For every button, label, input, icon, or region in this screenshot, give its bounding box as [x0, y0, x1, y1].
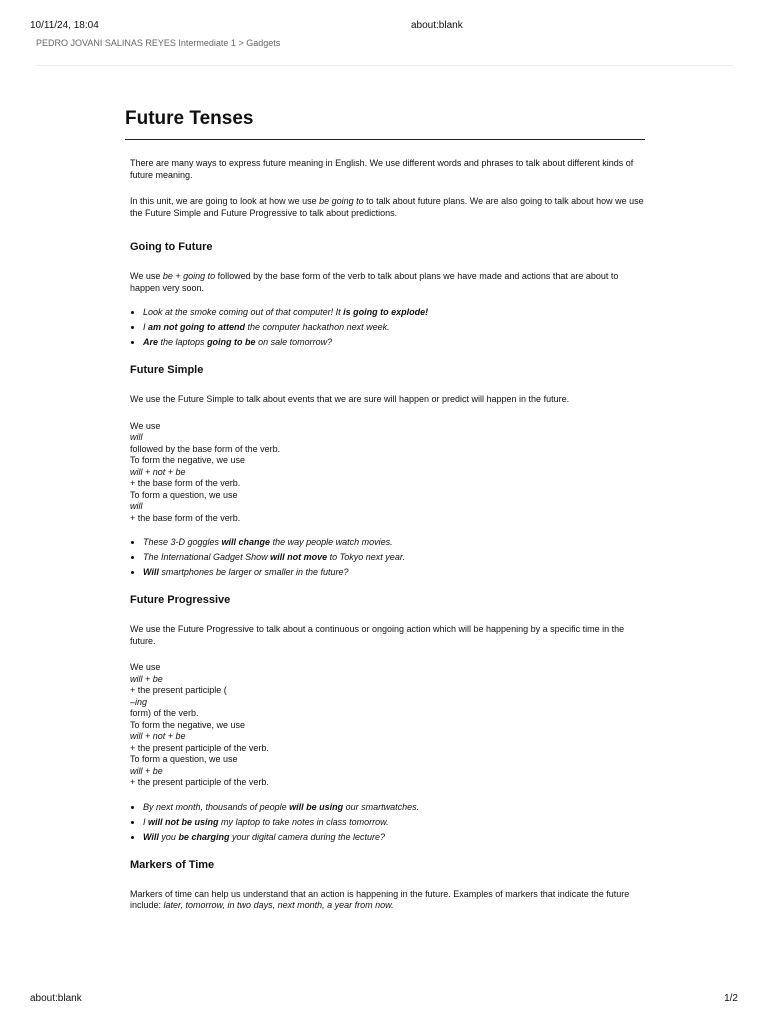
text-run: smartphones be larger or smaller in the future? [158, 567, 349, 577]
rule-line [130, 421, 645, 456]
example-item [143, 800, 645, 815]
text-run: to Tokyo next year. [327, 552, 405, 562]
emphasis-text: Are [143, 337, 159, 347]
breadcrumb-student[interactable]: PEDRO JOVANI SALINAS REYES [36, 38, 176, 48]
text-run: To form the negative, we use [130, 455, 246, 465]
print-url: about:blank [411, 20, 463, 31]
text-run: To form a question, we use [130, 489, 238, 500]
section-paragraph: We use the Future Simple to talk about events that we are sure will happen or predict will happen in the future. [130, 394, 570, 404]
rule-line [130, 720, 645, 755]
text-run: your digital camera during the lecture? [229, 831, 386, 842]
text-run: By next month, thousands of people [143, 801, 290, 812]
rule-line [130, 662, 645, 720]
italic-text: will [130, 501, 143, 511]
page-number: 1/2 [724, 993, 738, 1004]
example-item [143, 550, 645, 565]
emphasis-text: going to be [207, 337, 256, 347]
emphasis-text: will not be using [148, 816, 219, 827]
emphasis-text: be charging [178, 831, 230, 842]
text-run: + the present participle of the verb. [130, 777, 269, 787]
example-item [143, 565, 645, 580]
italic-text: will + not + be [130, 466, 186, 477]
italic-text: be + going to [162, 271, 216, 281]
rules-block [130, 421, 645, 525]
text-run: We use [130, 271, 163, 281]
example-list [130, 305, 645, 350]
text-run: We use [130, 420, 161, 431]
text-run: + the present participle of the verb. [130, 742, 269, 753]
section-paragraph [130, 889, 645, 912]
text-run: These 3-D goggles [143, 537, 222, 547]
italic-text: will [130, 432, 143, 442]
breadcrumb [36, 38, 280, 48]
text-run: + the base form of the verb. [130, 512, 241, 523]
section-paragraph [130, 271, 645, 294]
text-run: the computer hackathon next week. [245, 322, 390, 332]
italic-text: later, tomorrow, in two days, next month, a year from now. [163, 900, 394, 910]
section-paragraph: We use the Future Progressive to talk about a continuous or ongoing action which will be happening by a specific time in the future. [130, 624, 625, 646]
text-run: Look at the smoke coming out of that computer! It [143, 307, 344, 317]
text-run: We use [130, 662, 161, 672]
header-divider [36, 65, 734, 66]
example-item [143, 830, 645, 845]
emphasis-text: am not going to attend [148, 322, 246, 332]
section-heading: Future Progressive [130, 594, 231, 606]
text-run: Markers of time can help us understand that an action is happening in the future. Examples of markers that indicate the future include: [130, 888, 630, 910]
rules-block [130, 662, 645, 789]
example-item [143, 305, 645, 320]
text-run: on sale tomorrow? [255, 337, 333, 347]
section-heading: Going to Future [130, 241, 213, 253]
text-run: I [143, 816, 149, 827]
italic-text: will + be [130, 673, 163, 684]
text-run: the laptops [158, 337, 208, 347]
text-run: In this unit, we are going to look at how we use [130, 196, 320, 206]
footer-url: about:blank [30, 993, 82, 1004]
text-run: followed by the base form of the verb to talk about plans we have made and actions that are about to happen very soon. [130, 271, 619, 293]
text-run: + the present participle ( [130, 685, 227, 695]
italic-text: –ing [130, 696, 148, 707]
text-run: + the base form of the verb. [130, 478, 241, 488]
text-run: to talk about future plans. We are also going to talk about how we use the Future Simple and Future Progressive to talk about predictions. [130, 196, 644, 218]
breadcrumb-course[interactable]: Intermediate 1 [178, 38, 236, 48]
text-run: To form a question, we use [130, 754, 238, 764]
example-item [143, 335, 645, 350]
emphasis-text: Will [143, 831, 159, 842]
rule-line [130, 754, 645, 789]
italic-text: will + be [130, 765, 163, 776]
text-run: my laptop to take notes in class tomorrow. [218, 816, 389, 827]
breadcrumb-separator: > [238, 38, 244, 48]
example-item [143, 815, 645, 830]
text-run: form) of the verb. [130, 708, 199, 718]
text-run: To form the negative, we use [130, 719, 246, 730]
italic-text: will + not + be [130, 731, 186, 741]
section-heading: Future Simple [130, 364, 204, 376]
text-run: the way people watch movies. [270, 537, 393, 547]
lesson-content [125, 108, 645, 912]
text-run: followed by the base form of the verb. [130, 443, 281, 454]
rule-line [130, 490, 645, 525]
example-list [130, 535, 645, 580]
text-run: I [143, 322, 149, 332]
breadcrumb-section[interactable]: Gadgets [246, 38, 281, 48]
italic-text: be going to [319, 196, 364, 206]
intro-paragraph [130, 196, 645, 219]
text-run: The International Gadget Show [143, 552, 271, 562]
page-title: Future Tenses [125, 108, 645, 140]
emphasis-text: is going to explode! [343, 307, 429, 317]
section-heading: Markers of Time [130, 858, 215, 871]
emphasis-text: Will [143, 567, 159, 577]
emphasis-text: will change [221, 537, 271, 547]
example-list [130, 800, 645, 845]
emphasis-text: will not move [270, 552, 328, 562]
example-item [143, 535, 645, 550]
intro-paragraph: There are many ways to express future meaning in English. We use different words and phrases to talk about different kinds of future meaning. [130, 158, 634, 180]
text-run: our smartwatches. [343, 801, 420, 812]
emphasis-text: will be using [289, 801, 344, 812]
rule-line [130, 455, 645, 490]
example-item [143, 320, 645, 335]
print-header [30, 20, 738, 34]
print-datetime: 10/11/24, 18:04 [30, 20, 99, 31]
text-run: you [158, 831, 179, 842]
